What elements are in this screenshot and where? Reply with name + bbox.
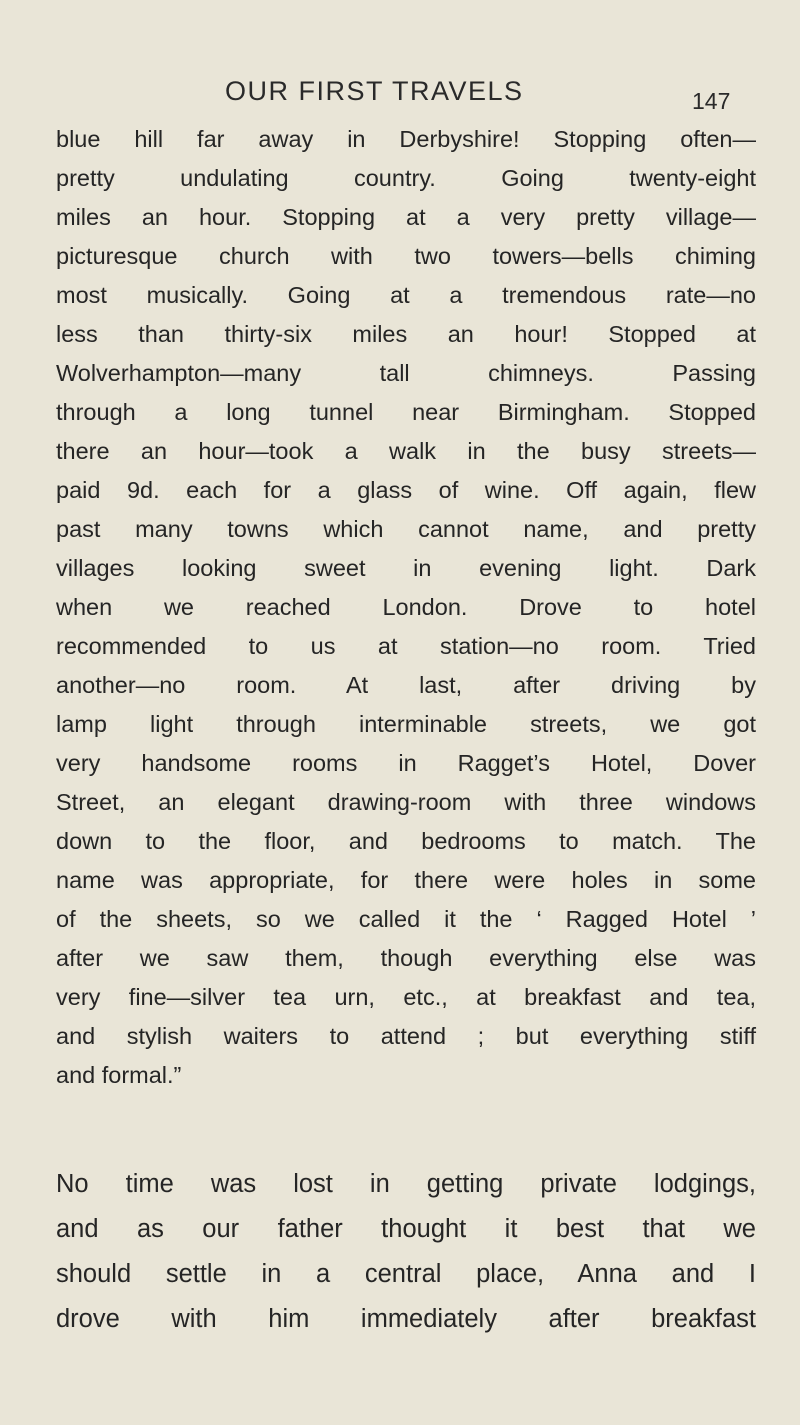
text-line: past many towns which cannot name, and pretty	[56, 516, 756, 542]
text-line: very handsome rooms in Ragget’s Hotel, Dover	[56, 750, 756, 776]
text-line: villages looking sweet in evening light. Dark	[56, 555, 756, 581]
text-line: pretty undulating country. Going twenty-eight	[56, 165, 756, 191]
text-line: and stylish waiters to attend ; but everything stiff	[56, 1023, 756, 1049]
text-line: should settle in a central place, Anna and I	[56, 1260, 756, 1288]
text-line: lamp light through interminable streets, we got	[56, 711, 756, 737]
text-line: recommended to us at station—no room. Tried	[56, 633, 756, 659]
text-line: when we reached London. Drove to hotel	[56, 594, 756, 620]
text-line: less than thirty-six miles an hour! Stopped at	[56, 321, 756, 347]
text-line: and as our father thought it best that we	[56, 1215, 756, 1243]
text-line: paid 9d. each for a glass of wine. Off again, flew	[56, 477, 756, 503]
page-number: 147	[692, 88, 731, 114]
text-line: another—no room. At last, after driving by	[56, 672, 756, 698]
text-line: miles an hour. Stopping at a very pretty village—	[56, 204, 756, 230]
text-line: picturesque church with two towers—bells chiming	[56, 243, 756, 269]
text-line: through a long tunnel near Birmingham. Stopped	[56, 399, 756, 425]
narrative-paragraph	[56, 1162, 756, 1342]
text-line: Street, an elegant drawing-room with three windows	[56, 789, 756, 815]
text-line: most musically. Going at a tremendous rate—no	[56, 282, 756, 308]
text-line: No time was lost in getting private lodgings,	[56, 1170, 756, 1198]
text-line: Wolverhampton—many tall chimneys. Passing	[56, 360, 756, 386]
text-line: and formal.”	[56, 1062, 182, 1088]
quoted-diary-paragraph	[56, 120, 756, 1095]
text-line: there an hour—took a walk in the busy streets—	[56, 438, 756, 464]
text-line: after we saw them, though everything else was	[56, 945, 756, 971]
running-head: OUR FIRST TRAVELS	[225, 76, 524, 106]
text-line: blue hill far away in Derbyshire! Stopping often—	[56, 126, 756, 152]
text-line: of the sheets, so we called it the ‘ Ragged Hotel ’	[56, 906, 756, 932]
text-line: down to the floor, and bedrooms to match. The	[56, 828, 756, 854]
text-line: very fine—silver tea urn, etc., at breakfast and tea,	[56, 984, 756, 1010]
text-line: name was appropriate, for there were holes in some	[56, 867, 756, 893]
text-line: drove with him immediately after breakfast	[56, 1305, 756, 1333]
